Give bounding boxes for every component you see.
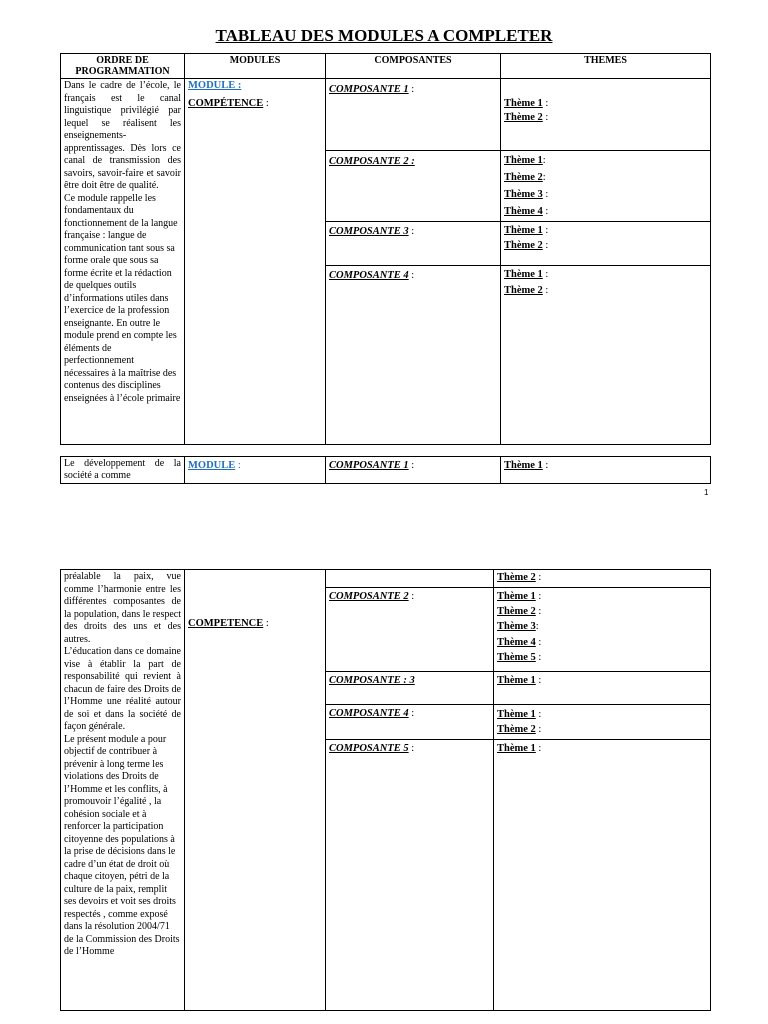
module2-composante-3 (326, 672, 494, 705)
composante-label: COMPOSANTE 1 (329, 460, 409, 471)
composante-label: COMPOSANTE 2 (329, 591, 409, 602)
module1-composante-2 (326, 151, 501, 222)
theme-sep: : (542, 189, 549, 200)
theme-label: Thème 2 (497, 606, 536, 618)
theme-label: Thème 1 (497, 675, 536, 686)
module2-description-continued (61, 570, 185, 1011)
theme-line (504, 152, 707, 169)
theme-label: Thème 3 (504, 189, 543, 200)
module2-cell (185, 457, 326, 484)
theme-line (504, 238, 707, 253)
module2-description: Le développement de la société a comme (61, 457, 185, 484)
theme-label: Thème 1 (504, 269, 543, 280)
module2-composante-1 (326, 457, 501, 484)
theme-sep: : (542, 112, 549, 123)
module2-composante-5 (326, 740, 494, 1011)
composante-sep: : (408, 460, 415, 471)
theme-sep: : (542, 155, 546, 166)
theme-line (497, 589, 707, 604)
theme-label: Thème 2 (504, 285, 543, 296)
theme-sep: : (535, 572, 542, 583)
theme-line (497, 604, 707, 619)
composante-sep: : (408, 708, 415, 719)
theme-line (497, 619, 707, 634)
composante-sep: : (408, 226, 415, 237)
theme-sep: : (542, 240, 549, 251)
theme-sep: : (542, 98, 549, 109)
theme-line (504, 203, 707, 220)
module1-cell (185, 79, 326, 445)
theme-line (497, 722, 707, 737)
theme-line (504, 169, 707, 186)
module2-themes-4 (494, 705, 711, 740)
theme-label: Thème 1 (504, 98, 543, 109)
module2-colon: : (235, 460, 241, 471)
theme-line (504, 223, 707, 238)
composante-sep: : (408, 591, 415, 602)
theme-sep: : (535, 621, 539, 633)
module2-description-paragraph: L’éducation dans ce domaine vise à établir la part de responsabilité qui revient à chacun de faire des Droits de l’Homme une réalité autour de soi et dans la société de façon générale. (64, 646, 181, 732)
module1-competence-colon: : (263, 98, 269, 110)
composante-sep: : (408, 84, 415, 95)
module2-themes-5 (494, 740, 711, 1011)
theme-sep: : (535, 743, 542, 754)
theme-sep: : (535, 606, 542, 618)
header-modules: MODULES (185, 54, 326, 79)
module1-description (61, 79, 185, 445)
theme-label: Thème 2 (497, 724, 536, 735)
header-ordre: ORDRE DE PROGRAMMATION (61, 54, 185, 79)
theme-line (504, 186, 707, 203)
theme-sep: : (542, 225, 549, 236)
composante-label: COMPOSANTE 2 : (329, 156, 415, 167)
header-composantes: COMPOSANTES (326, 54, 501, 79)
module2-themes-2 (494, 588, 711, 672)
module2-description-paragraph: préalable la paix, vue comme l’harmonie entre les différentes composantes de la population, dans le respect des droits des uns et des autres. (64, 571, 181, 645)
theme-label: Thème 2 (497, 572, 536, 583)
module1-themes-4 (501, 266, 711, 445)
composante-label: COMPOSANTE 4 (329, 270, 409, 281)
theme-sep: : (535, 724, 542, 735)
theme-label: Thème 5 (497, 651, 536, 663)
module2-label: MODULE (188, 460, 236, 471)
module2-competence-colon: : (263, 618, 269, 629)
theme-label: Thème 1 (504, 460, 543, 471)
composante-label: COMPOSANTE 3 (329, 226, 409, 237)
theme-label: Thème 1 (497, 743, 536, 754)
theme-label: Thème 4 (497, 636, 536, 648)
modules-table-page1-row2 (60, 456, 711, 484)
module2-description-paragraph: Le présent module a pour objectif de contribuer à prévenir à long terme les violations des Droits de l’Homme et les conflits, à promouvoir l’égalité , la cohésion sociale et à renforcer la participation citoyenne des populations à la prise de décisions dans le cadre d’un état de droit où chaque citoyen, pétri de la culture de la paix, remplit ses devoirs et voit ses droits respectés , comme exposé dans la résolution 2004/71 de la Commission des Droits de l’Homme (64, 733, 180, 957)
theme-sep: : (535, 675, 542, 686)
theme-label: Thème 1 (497, 591, 536, 602)
module2-composante-4 (326, 705, 494, 740)
theme-line (504, 111, 707, 125)
theme-line (504, 283, 707, 299)
theme-sep: : (535, 709, 542, 720)
module2-themes-1 (501, 457, 711, 484)
composante-sep: : (408, 270, 415, 281)
module1-composante-4 (326, 266, 501, 445)
module2-themes-3 (494, 672, 711, 705)
theme-sep: : (542, 285, 549, 296)
module2-themes-1-continued (494, 570, 711, 588)
theme-line (504, 97, 707, 111)
module1-competence-label: COMPÉTENCE (188, 98, 264, 110)
theme-label: Thème 3 (497, 621, 536, 633)
theme-line (497, 650, 707, 665)
modules-table-page2 (60, 569, 711, 1011)
theme-sep: : (535, 651, 542, 663)
module1-themes-1 (501, 79, 711, 151)
theme-line (504, 267, 707, 283)
module1-label: MODULE : (188, 80, 242, 91)
theme-line (497, 707, 707, 722)
module2-composante-2 (326, 588, 494, 672)
module2-competence-cell (185, 570, 326, 1011)
theme-label: Thème 2 (504, 172, 543, 183)
page-number: 1 (704, 488, 709, 497)
modules-table-page1 (60, 53, 711, 445)
theme-label: Thème 4 (504, 206, 543, 217)
page-title: TABLEAU DES MODULES A COMPLETER (215, 26, 553, 45)
module1-themes-3 (501, 222, 711, 266)
composante-label: COMPOSANTE : 3 (329, 675, 415, 686)
theme-sep: : (535, 591, 542, 602)
theme-sep: : (535, 636, 542, 648)
theme-line (497, 635, 707, 650)
module2-competence-label: COMPETENCE (188, 618, 264, 629)
module1-themes-2 (501, 151, 711, 222)
module1-description-paragraph: Dans le cadre de l’école, le français est le canal linguistique privilégié par lequel se réalisent les enseignements-apprentissages. Dès lors ce canal de transmission des savoirs, savoir-faire et savoir être doit être de qualité. (64, 80, 181, 191)
theme-label: Thème 2 (504, 112, 543, 123)
theme-label: Thème 2 (504, 240, 543, 251)
theme-label: Thème 1 (504, 155, 543, 166)
composante-label: COMPOSANTE 5 (329, 743, 409, 754)
composante-sep: : (408, 743, 415, 754)
module1-description-paragraph: Ce module rappelle les fondamentaux du fonctionnement de la langue française : langue de communication tant sous sa forme orale que sous sa forme écrite et la rédaction de quelques outils d’informations utiles dans l’exercice de la profession enseignante. En outre le module prend en compte les éléments de perfectionnement nécessaires à la maîtrise des contenus des disciplines enseignées à l’école primaire (64, 192, 181, 404)
theme-sep: : (542, 206, 549, 217)
composante-label: COMPOSANTE 1 (329, 84, 409, 95)
theme-sep: : (542, 460, 549, 471)
module2-composante-1-continued (326, 570, 494, 588)
theme-sep: : (542, 269, 549, 280)
theme-label: Thème 1 (504, 225, 543, 236)
composante-label: COMPOSANTE 4 (329, 708, 409, 719)
module1-composante-1 (326, 79, 501, 151)
header-themes: THEMES (501, 54, 711, 79)
module1-composante-3 (326, 222, 501, 266)
theme-sep: : (542, 172, 546, 183)
theme-label: Thème 1 (497, 709, 536, 720)
